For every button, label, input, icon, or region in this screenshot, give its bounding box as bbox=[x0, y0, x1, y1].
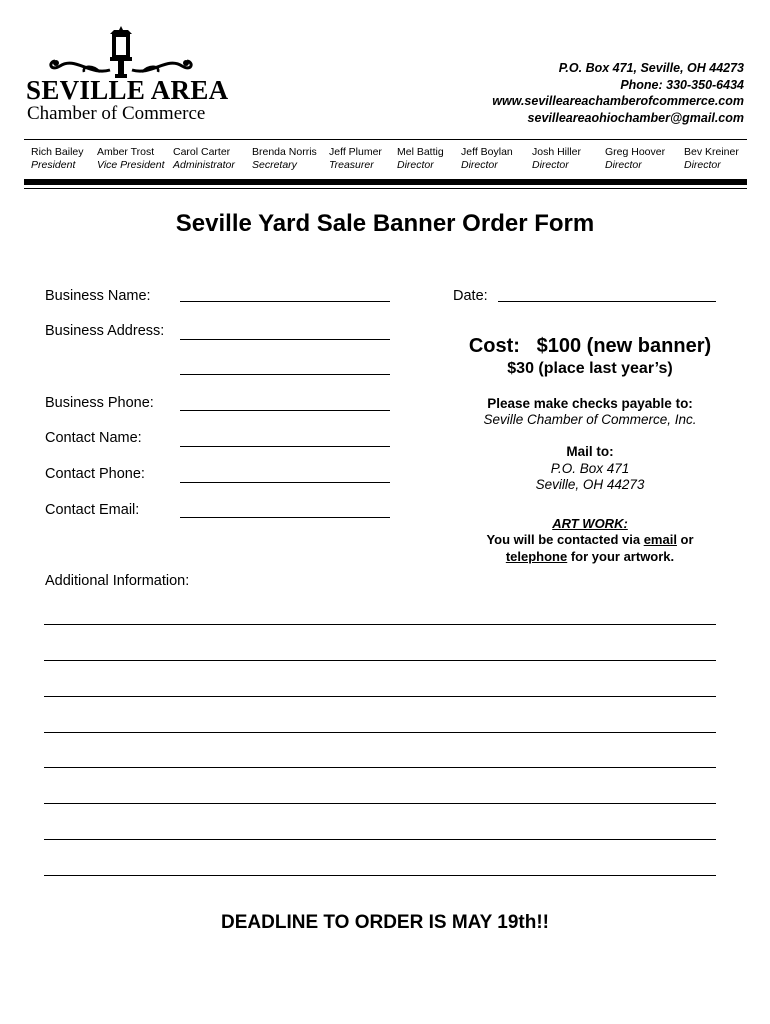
artwork-heading: ART WORK: bbox=[552, 516, 628, 531]
contact-website: www.sevilleareachamberofcommerce.com bbox=[492, 94, 744, 108]
additional-info-line[interactable] bbox=[44, 803, 716, 804]
officer-role: Director bbox=[684, 159, 721, 171]
logo-name-line2: Chamber of Commerce bbox=[27, 103, 206, 124]
artwork-line-2 bbox=[455, 549, 725, 564]
officer-name: Carol Carter bbox=[173, 146, 231, 158]
header-divider-bottom bbox=[24, 188, 747, 189]
contact-phone: Phone: 330-350-6434 bbox=[620, 77, 744, 92]
artwork-text: for your artwork. bbox=[567, 549, 675, 564]
contact-name-label: Contact Name: bbox=[45, 430, 142, 446]
contact-phone-label: Contact Phone: bbox=[45, 466, 145, 482]
deadline-notice: DEADLINE TO ORDER IS MAY 19th!! bbox=[221, 912, 549, 933]
officer bbox=[605, 146, 665, 172]
logo-name-line1: SEVILLE AREA bbox=[26, 75, 229, 105]
business-address-label: Business Address: bbox=[45, 323, 165, 339]
officer-name: Brenda Norris bbox=[252, 146, 317, 158]
officer-name: Jeff Boylan bbox=[461, 146, 513, 158]
officer-name: Bev Kreiner bbox=[684, 146, 739, 158]
officer-role: Director bbox=[461, 159, 498, 171]
officer bbox=[252, 146, 317, 172]
artwork-text: You will be contacted via bbox=[486, 532, 644, 547]
business-name-field[interactable] bbox=[180, 301, 390, 302]
lamp-post-icon bbox=[20, 26, 230, 82]
officer bbox=[31, 146, 84, 172]
additional-info-line[interactable] bbox=[44, 875, 716, 876]
officer-role: Administrator bbox=[173, 159, 235, 171]
header-divider-thick bbox=[24, 179, 747, 185]
officer bbox=[173, 146, 235, 172]
chamber-logo bbox=[20, 26, 230, 126]
cost-primary: Cost: $100 (new banner) bbox=[468, 335, 712, 357]
cost-secondary: $30 (place last year’s) bbox=[507, 360, 673, 377]
officer bbox=[684, 146, 739, 172]
business-address-field[interactable] bbox=[180, 339, 390, 340]
additional-info-line[interactable] bbox=[44, 767, 716, 768]
contact-email-field[interactable] bbox=[180, 517, 390, 518]
additional-info-line[interactable] bbox=[44, 839, 716, 840]
officer bbox=[397, 146, 444, 172]
business-address-field-2[interactable] bbox=[180, 374, 390, 375]
contact-email: sevilleareaohiochamber@gmail.com bbox=[527, 110, 744, 125]
artwork-telephone-text: telephone bbox=[505, 549, 568, 564]
contact-email-label: Contact Email: bbox=[45, 502, 140, 518]
officer-name: Amber Trost bbox=[97, 146, 155, 158]
officer-role: Treasurer bbox=[329, 159, 374, 171]
officer-role: Director bbox=[605, 159, 642, 171]
officer-role: Vice President bbox=[97, 159, 165, 171]
officer-role: President bbox=[31, 159, 76, 171]
artwork-text: or bbox=[676, 532, 694, 547]
officer-name: Josh Hiller bbox=[532, 146, 582, 158]
additional-info-line[interactable] bbox=[44, 660, 716, 661]
officer bbox=[461, 146, 513, 172]
mail-heading: Mail to: bbox=[566, 444, 614, 459]
header-divider bbox=[24, 139, 747, 140]
officer-name: Rich Bailey bbox=[31, 146, 84, 158]
contact-phone-field[interactable] bbox=[180, 482, 390, 483]
officer-name: Jeff Plumer bbox=[329, 146, 382, 158]
officer-role: Director bbox=[532, 159, 569, 171]
officer bbox=[329, 146, 382, 172]
officer bbox=[532, 146, 581, 172]
date-field[interactable] bbox=[498, 301, 716, 302]
mail-line-2: Seville, OH 44273 bbox=[535, 477, 645, 492]
officer-role: Director bbox=[397, 159, 434, 171]
contact-address: P.O. Box 471, Seville, OH 44273 bbox=[558, 61, 744, 75]
payment-heading: Please make checks payable to: bbox=[487, 396, 693, 411]
date-label: Date: bbox=[453, 288, 488, 304]
contact-block bbox=[492, 60, 744, 126]
business-phone-field[interactable] bbox=[180, 410, 390, 411]
additional-info-label: Additional Information: bbox=[45, 573, 190, 589]
business-phone-label: Business Phone: bbox=[45, 395, 154, 411]
business-name-label: Business Name: bbox=[45, 288, 151, 304]
officer bbox=[97, 146, 165, 172]
form-title: Seville Yard Sale Banner Order Form bbox=[175, 210, 595, 237]
contact-name-field[interactable] bbox=[180, 446, 390, 447]
officer-name: Greg Hoover bbox=[605, 146, 666, 158]
additional-info-line[interactable] bbox=[44, 732, 716, 733]
additional-info-line[interactable] bbox=[44, 696, 716, 697]
officer-name: Mel Battig bbox=[397, 146, 444, 158]
payment-payee: Seville Chamber of Commerce, Inc. bbox=[483, 412, 697, 427]
artwork-email-text: email bbox=[643, 532, 677, 547]
officer-role: Secretary bbox=[252, 159, 297, 171]
mail-line-1: P.O. Box 471 bbox=[550, 461, 630, 476]
artwork-line-1 bbox=[455, 532, 725, 547]
additional-info-line[interactable] bbox=[44, 624, 716, 625]
